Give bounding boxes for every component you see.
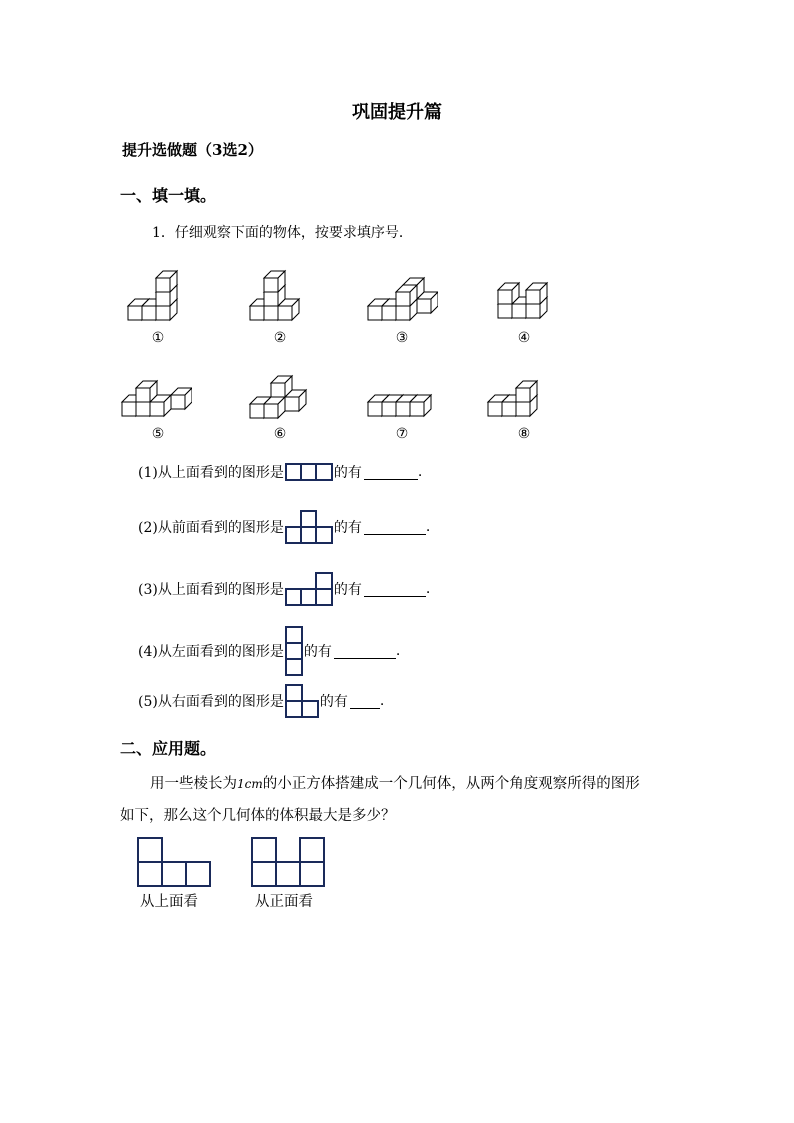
fill-item-3: [138, 572, 430, 606]
cube: [498, 283, 519, 304]
figure-label-4: ④: [517, 330, 531, 346]
cube-figure-5: [120, 372, 192, 418]
answer-blank-1[interactable]: [364, 465, 418, 480]
cube-figure-4: [496, 270, 562, 320]
cube-figure-6: [248, 368, 314, 420]
fill-item-3-suffix: 的有: [333, 582, 362, 598]
cube-figure-7: [366, 386, 434, 418]
problem-text-a: 用一些棱长为: [150, 776, 237, 792]
fill-item-4-prefix: (4)从左面看到的图形是: [138, 644, 284, 660]
answer-blank-4[interactable]: [334, 644, 396, 659]
top-view-diagram: [136, 836, 214, 890]
figure-label-3: ③: [395, 330, 409, 346]
front-view-diagram: [250, 836, 328, 890]
front-view-caption: 从正面看: [255, 894, 313, 910]
cube-figure-2: [248, 258, 314, 322]
top-view-caption: 从上面看: [140, 894, 198, 910]
view-shape-row-of-three: [285, 463, 333, 481]
fill-item-4-suffix: 的有: [303, 644, 332, 660]
fill-item-4-end: .: [395, 643, 401, 659]
answer-blank-2[interactable]: [364, 520, 426, 535]
cube-figure-1: [126, 258, 192, 322]
fill-item-5-prefix: (5)从右面看到的图形是: [138, 694, 284, 710]
fill-item-4: [138, 626, 400, 676]
section1-heading: 一、填一填。: [120, 186, 217, 205]
figure-label-1: ①: [151, 330, 165, 346]
fill-item-2-prefix: (2)从前面看到的图形是: [138, 520, 284, 536]
cube: [171, 388, 192, 409]
cube: [156, 271, 177, 292]
fill-item-1-suffix: 的有: [333, 465, 362, 481]
answer-blank-5[interactable]: [350, 694, 380, 709]
figure-label-7: ⑦: [395, 426, 409, 442]
fill-item-5: [138, 684, 384, 718]
cube: [526, 283, 547, 304]
problem-unit: 1cm: [237, 777, 263, 791]
problem-text-b: 的小正方体搭建成一个几何体，从两个角度观察所得的图形: [262, 776, 640, 792]
view-shape-l-right: [285, 572, 333, 606]
page-title: 巩固提升篇: [352, 102, 442, 123]
cube: [516, 381, 537, 402]
fill-item-2-suffix: 的有: [333, 520, 362, 536]
fill-item-1: [138, 462, 422, 482]
cube: [410, 395, 431, 416]
figure-label-8: ⑧: [517, 426, 531, 442]
fill-item-1-end: .: [417, 464, 423, 480]
problem-line-2: 如下，那么这个几何体的体积最大是多少？: [120, 808, 396, 824]
question-1: 1．仔细观察下面的物体，按要求填序号．: [152, 225, 413, 241]
fill-item-2-end: .: [425, 519, 431, 535]
section2-heading: 二、应用题。: [120, 739, 217, 758]
cube-figure-3: [366, 272, 438, 322]
cube: [396, 285, 417, 306]
cube: [136, 381, 157, 402]
view-shape-column-of-three: [285, 626, 303, 676]
cube: [264, 397, 285, 418]
fill-item-1-prefix: (1)从上面看到的图形是: [138, 465, 284, 481]
figure-label-2: ②: [273, 330, 287, 346]
subtitle: 提升选做题（3选2）: [122, 141, 263, 159]
answer-blank-3[interactable]: [364, 582, 426, 597]
figure-label-6: ⑥: [273, 426, 287, 442]
fill-item-3-prefix: (3)从上面看到的图形是: [138, 582, 284, 598]
figure-label-5: ⑤: [151, 426, 165, 442]
cube-figure-8: [486, 370, 552, 418]
fill-item-2: [138, 510, 430, 544]
fill-item-5-end: .: [379, 693, 385, 709]
cube: [271, 376, 292, 397]
fill-item-5-suffix: 的有: [319, 694, 348, 710]
fill-item-3-end: .: [425, 581, 431, 597]
view-shape-t-up: [285, 510, 333, 544]
view-shape-l-left: [285, 684, 319, 718]
problem-line-1: [150, 772, 640, 793]
cube: [264, 271, 285, 292]
